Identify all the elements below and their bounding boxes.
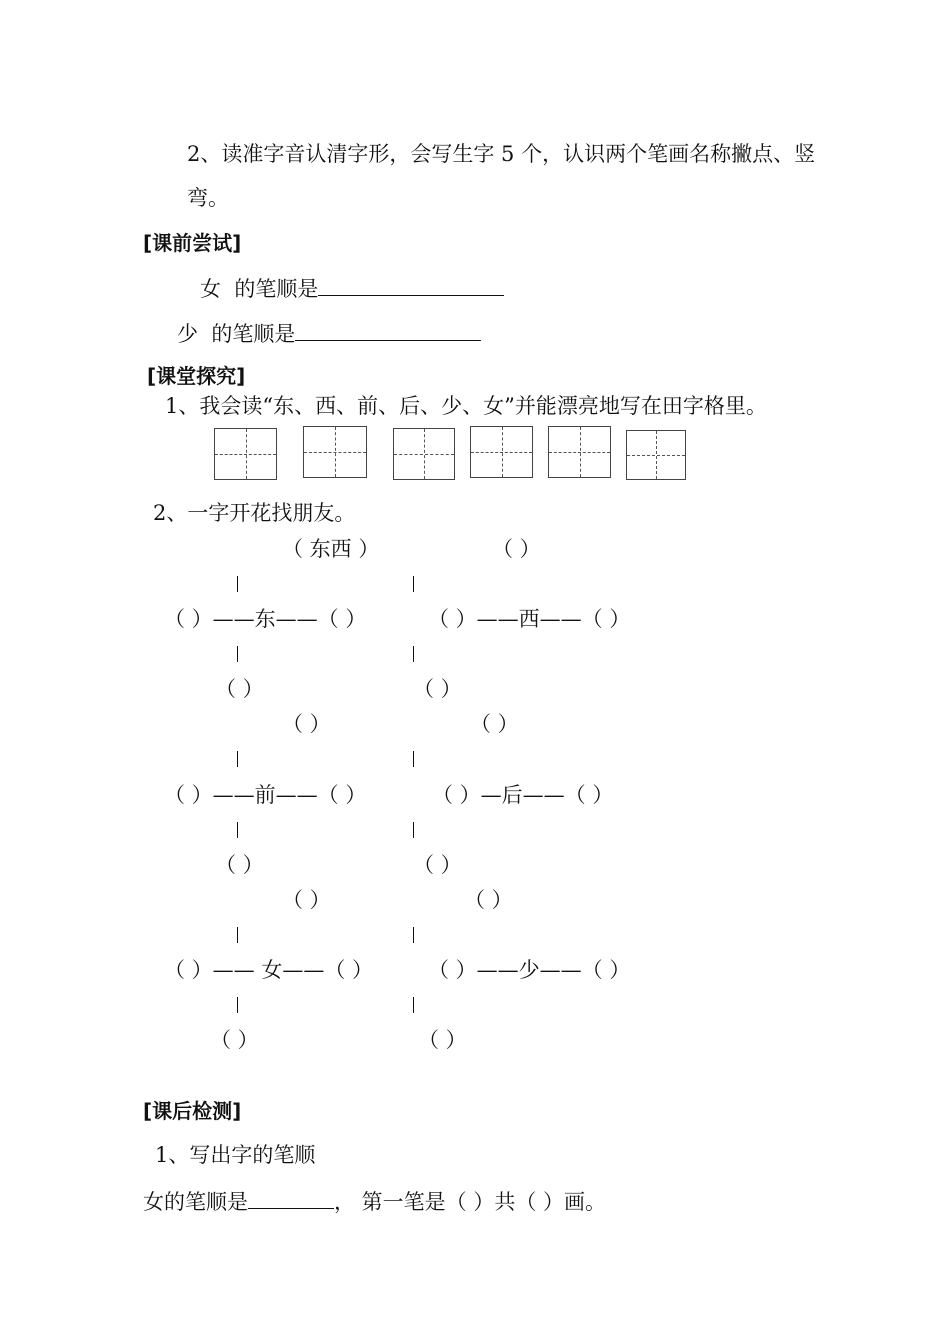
flower-top-blank[interactable]: （ ） bbox=[470, 712, 519, 736]
flower-row[interactable]: （ ）——西——（ ） bbox=[428, 607, 631, 631]
flower-row[interactable]: （ ）——少——（ ） bbox=[428, 958, 631, 982]
stroke-order-question-1 bbox=[200, 277, 504, 300]
flower-top-blank[interactable]: （ ） bbox=[492, 537, 541, 561]
flower-bottom-blank[interactable]: （ ） bbox=[418, 1028, 467, 1052]
connector-line bbox=[413, 646, 414, 662]
task-word-flower: 2、一字开花找朋友。 bbox=[153, 501, 356, 525]
connector-line bbox=[237, 576, 238, 592]
connector-line bbox=[413, 822, 414, 838]
connector-line bbox=[237, 927, 238, 943]
connector-line bbox=[237, 646, 238, 662]
question-char: 女 bbox=[200, 277, 221, 301]
objective-line-2: 弯。 bbox=[187, 186, 229, 210]
answer-blank[interactable] bbox=[295, 322, 481, 341]
connector-line bbox=[413, 997, 414, 1013]
flower-top-blank[interactable]: （ ） bbox=[282, 888, 331, 912]
flower-top-blank[interactable]: （ ） bbox=[464, 888, 513, 912]
tianzige-grid[interactable] bbox=[393, 428, 455, 480]
answer-blank[interactable] bbox=[248, 1190, 334, 1209]
tianzige-grid[interactable] bbox=[214, 428, 277, 480]
tianzige-grid[interactable] bbox=[626, 430, 686, 480]
tianzige-grid[interactable] bbox=[548, 426, 611, 478]
check-suffix: ， 第一笔是（ ）共（ ）画。 bbox=[334, 1190, 607, 1214]
stroke-order-check-line bbox=[143, 1190, 606, 1213]
connector-line bbox=[237, 751, 238, 767]
question-label: 的笔顺是 bbox=[234, 277, 319, 301]
section-heading-pre-class: [课前尝试] bbox=[143, 231, 242, 255]
flower-row[interactable]: （ ）—— 女——（ ） bbox=[164, 958, 374, 982]
task-read-and-write: 1、我会读“东、西、前、后、少、女”并能漂亮地写在田字格里。 bbox=[165, 394, 767, 418]
flower-top-blank[interactable]: （ ） bbox=[282, 712, 331, 736]
check-prefix: 女的笔顺是 bbox=[143, 1190, 248, 1214]
objective-line-1: 2、读准字音认清字形，会写生字 5 个，认识两个笔画名称撇点、竖 bbox=[187, 142, 816, 166]
section-heading-in-class: [课堂探究] bbox=[147, 364, 246, 388]
flower-bottom-blank[interactable]: （ ） bbox=[215, 677, 264, 701]
connector-line bbox=[237, 822, 238, 838]
tianzige-grid[interactable] bbox=[470, 426, 533, 478]
section-heading-after-class: [课后检测] bbox=[143, 1099, 242, 1123]
question-char: 少 bbox=[177, 322, 198, 346]
tianzige-grid[interactable] bbox=[303, 426, 367, 478]
flower-bottom-blank[interactable]: （ ） bbox=[210, 1028, 259, 1052]
flower-top-blank[interactable]: （ 东西 ） bbox=[282, 537, 380, 561]
flower-bottom-blank[interactable]: （ ） bbox=[413, 853, 462, 877]
flower-bottom-blank[interactable]: （ ） bbox=[215, 853, 264, 877]
connector-line bbox=[413, 576, 414, 592]
connector-line bbox=[413, 927, 414, 943]
question-label: 的笔顺是 bbox=[211, 322, 296, 346]
answer-blank[interactable] bbox=[318, 277, 504, 296]
task-write-stroke-order: 1、写出字的笔顺 bbox=[155, 1143, 316, 1167]
flower-bottom-blank[interactable]: （ ） bbox=[413, 677, 462, 701]
flower-row[interactable]: （ ）——前——（ ） bbox=[164, 783, 367, 807]
flower-row[interactable]: （ ）——东——（ ） bbox=[164, 607, 367, 631]
connector-line bbox=[413, 751, 414, 767]
connector-line bbox=[237, 997, 238, 1013]
stroke-order-question-2 bbox=[177, 322, 481, 345]
flower-row[interactable]: （ ）—后——（ ） bbox=[432, 783, 614, 807]
